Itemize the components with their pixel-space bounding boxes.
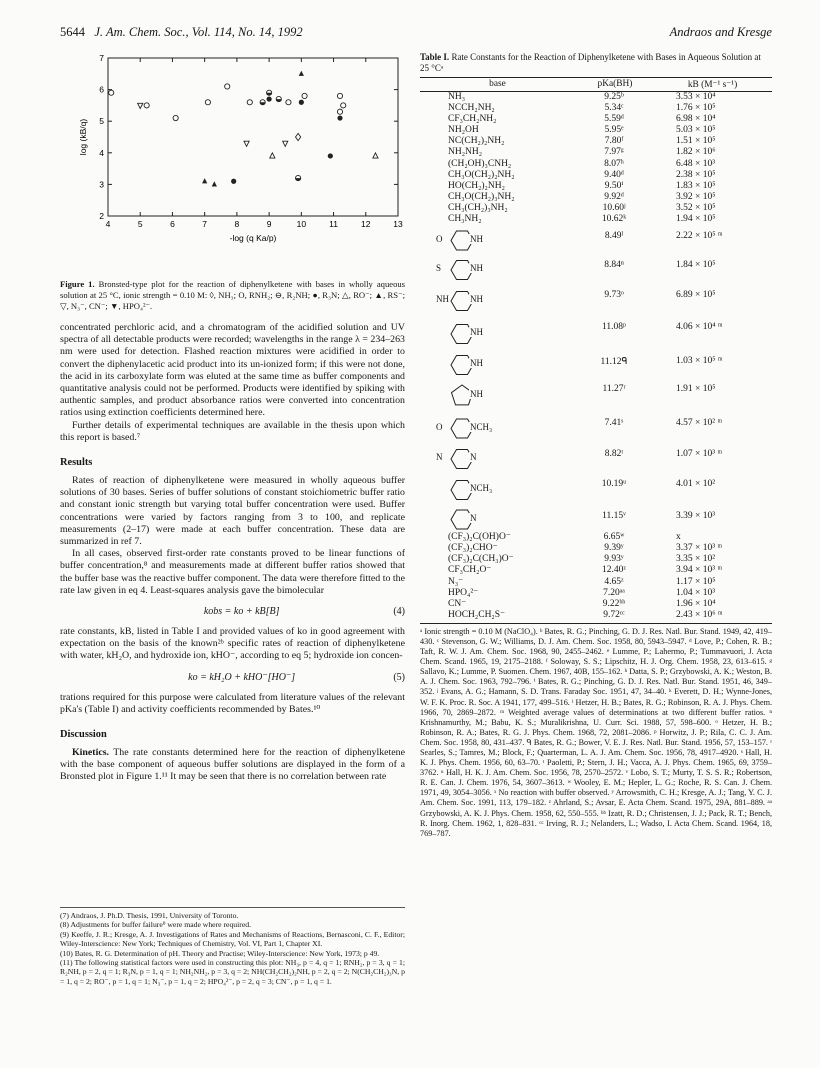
base-name: HOCH₂CH₂S⁻ — [448, 609, 506, 620]
pka-value: 7.41ˢ — [604, 418, 624, 429]
base-name: HO(CH₂)₂NH₂ — [448, 180, 505, 191]
table-header — [420, 77, 772, 92]
table-caption-text: Rate Constants for the Reaction of Diphenylketene with Bases in Aqueous Solution at 25 °Cᵃ — [420, 52, 761, 73]
table-row — [420, 532, 772, 543]
table-row — [420, 443, 772, 473]
kb-value: 2.43 × 10⁶ ᵐ — [676, 609, 723, 620]
pka-value: 9.25ᵇ — [604, 92, 624, 102]
data-point-rnh2 — [337, 109, 342, 114]
column-header-base: base — [489, 79, 506, 89]
ring-atom-left: N — [436, 452, 443, 463]
kb-value: 6.89 × 10⁵ — [676, 290, 716, 301]
base-name: CN⁻ — [448, 598, 467, 609]
base-name: (CF₃)₂C(CH₃)O⁻ — [448, 554, 514, 565]
kb-value: 3.53 × 10⁴ — [676, 92, 716, 102]
ring-atom-right: NH — [470, 233, 483, 244]
kb-value: 6.98 × 10⁴ — [676, 114, 716, 125]
kb-value: 1.96 × 10⁴ — [676, 598, 716, 609]
base-name: NH₂NH₂ — [448, 147, 483, 158]
table-row — [420, 554, 772, 565]
x-tick-label: 8 — [234, 219, 240, 229]
pka-value: 11.08ᵖ — [602, 322, 626, 333]
base-name: CH₃O(CH₂)₂NH₂ — [448, 169, 515, 180]
results-paragraph-3: rate constants, kB, listed in Table I and provided values of ko in good agreement with expectation on the basis of the known²ᵇ specific rates of reaction of diphenylketene with water, kH₂O, and hydroxide ion, kHO⁻, according to eq 5; hydroxide ion concen- — [60, 626, 405, 662]
discussion-text: The rate constants determined here for the reaction of diphenylketene with the base component of aqueous buffer solutions are displayed in the form of a Bronsted plot in Figure 1.¹¹ It may be seen that there is no correlation between rate — [60, 747, 405, 783]
ring-atom-right: N — [470, 452, 477, 463]
data-point-rnh2 — [247, 100, 252, 105]
base-name: CH₃NH₂ — [448, 214, 482, 225]
figure-caption — [60, 279, 405, 312]
pka-value: 8.07ʰ — [604, 158, 624, 169]
base-name: (CF₃)₂CHO⁻ — [448, 543, 498, 554]
pka-value: 11.27ʳ — [602, 384, 626, 395]
table-row — [420, 284, 772, 316]
table-body-anions — [420, 532, 772, 621]
pka-value: 5.59ᵈ — [604, 114, 624, 125]
table-row — [420, 378, 772, 412]
pka-value: 5.95ᵉ — [604, 125, 624, 136]
footnotes — [60, 907, 405, 986]
pka-value: 12.40ᶻ — [602, 565, 626, 576]
ring-structure — [420, 378, 577, 412]
base-name: CH₃(CH₂)₃NH₂ — [448, 202, 508, 213]
kb-value: 3.39 × 10³ — [676, 511, 716, 522]
table-row — [420, 181, 772, 192]
kb-value: 4.01 × 10² — [676, 479, 716, 490]
table-row — [420, 254, 772, 284]
x-tick-label: 7 — [202, 219, 208, 229]
ring-structure — [420, 284, 577, 316]
ring-structure — [420, 443, 577, 473]
kb-value: x — [676, 532, 681, 543]
table-row — [420, 588, 772, 599]
data-point-r3n — [267, 96, 272, 101]
data-point-r3n — [337, 115, 342, 120]
data-point-rnh2 — [205, 100, 210, 105]
footnote-10: (10) Bates, R. G. Determination of pH. Theory and Practise; Wiley-Interscience: New York, 1973; p 49. — [60, 948, 380, 958]
x-tick-label: 4 — [105, 219, 111, 229]
data-point-rnh2 — [302, 93, 307, 98]
base-name: CH₃O(CH₂)₃NH₂ — [448, 191, 515, 202]
ring-atom-right: N — [470, 512, 477, 523]
y-tick-label: 6 — [99, 84, 104, 95]
table-row — [420, 103, 772, 114]
page-header-left — [60, 25, 303, 40]
y-tick-label: 2 — [99, 211, 104, 221]
kb-value: 3.92 × 10⁵ — [676, 191, 716, 202]
pka-value: 7.80ᶠ — [604, 136, 624, 147]
base-name: (CH₂OH)₃CNH₂ — [448, 158, 512, 169]
ring-atom-right: NH — [470, 358, 483, 369]
methods-paragraph: concentrated perchloric acid, and a chromatogram of the acidified solution and UV spectra of all detectable products were recorded; wavelengths in the range λ = 234–263 nm were used for detection. Flashed reaction mixtures were acidified in order to convert the diphenylacetic acid product into its un-ionized form; if this were not done, the acid in its carboxylate form was eluted at the same time as buffer components and quantitative analysis could not be performed. Products were identified by spiking with authentic samples, and product absorbance ratios were converted into concentration ratios using extinction coefficients determined here. — [60, 322, 405, 419]
discussion-paragraph — [60, 747, 405, 784]
results-paragraph-2: In all cases, observed first-order rate constants proved to be linear functions of buffer concentration,⁸ and measurements made at different buffer ratios showed that the buffer base was the reactive buffer component. The data were therefore fitted to the rate law given in eq 4. Least-squares analysis gave the bimolecular — [60, 548, 405, 596]
table-row — [420, 136, 772, 147]
kb-value: 1.04 × 10³ — [676, 587, 716, 598]
x-tick-label: 5 — [137, 219, 143, 229]
data-point-cn — [283, 141, 288, 146]
kb-value: 5.03 × 10⁵ — [676, 125, 716, 136]
data-point-rnh2 — [286, 100, 291, 105]
figure-1 — [60, 52, 405, 277]
footnote-11: (11) The following statistical factors were used in constructing this plot: NH₃, p = 4, q = 1; RNH₂, p = 3, q = 1; R₂NH, p = 2, q = 1; R₃N, p = 1, q = 1; NH₂NH₂, p = 3, q = 2; NH(CH₂CH₂)₂NH, p = 2, q = 2; N(CH₂CH₂)₃N, p = 1, q = 2; RO⁻, p = 1, q = 1; N₃⁻, p = 1, q = 2; HPO₄²⁻, p = 2, q = 3; CN⁻, p = 1, q = 1. — [60, 958, 405, 986]
table-row — [420, 599, 772, 610]
data-point-rnh2 — [225, 84, 230, 89]
pka-value: 10.60ʲ — [602, 202, 626, 213]
equation-4-body: kobs = ko + kB[B] — [203, 606, 280, 618]
kb-value: 1.91 × 10⁵ — [676, 384, 716, 395]
kb-value: 1.76 × 10⁵ — [676, 103, 716, 114]
pka-value: 8.84ⁿ — [604, 260, 624, 271]
y-tick-label: 5 — [99, 116, 104, 127]
page-header — [60, 25, 772, 43]
pka-value: 7.20ᵃᵃ — [603, 587, 625, 598]
data-point-rnh2 — [109, 90, 114, 95]
ring-structure — [420, 254, 577, 284]
ring-atom-left: S — [436, 263, 442, 274]
table-row — [420, 159, 772, 170]
kb-value: 3.94 × 10³ ᵐ — [676, 565, 723, 576]
base-name: NC(CH₂)₂NH₂ — [448, 136, 505, 147]
figure-caption-label: Figure 1. — [60, 279, 95, 289]
pka-value: 6.65ʷ — [603, 532, 625, 543]
x-tick-label: 13 — [393, 219, 403, 229]
data-point-rs — [202, 178, 207, 183]
table-caption — [420, 52, 772, 74]
table-row — [420, 316, 772, 350]
ring-structure — [420, 225, 577, 254]
kb-value: 1.03 × 10⁵ ᵐ — [676, 356, 723, 367]
pka-value: 9.39ʸ — [604, 543, 624, 554]
page-number: 5644 — [60, 25, 85, 39]
pka-value: 9.50ⁱ — [604, 180, 624, 191]
pka-value: 9.40ᵈ — [604, 169, 624, 180]
data-point-nh3 — [296, 133, 301, 140]
ring-atom-right: NCH₃ — [470, 483, 493, 494]
ring-structure — [420, 350, 577, 378]
table-row — [420, 225, 772, 254]
table-row — [420, 203, 772, 214]
pka-value: 8.49ˡ — [604, 231, 624, 242]
ring-atom-right: NH — [470, 389, 483, 400]
kb-value: 1.84 × 10⁵ — [676, 260, 716, 271]
data-point-rnh2 — [337, 93, 342, 98]
table-row — [420, 214, 772, 225]
table-row — [420, 565, 772, 576]
table-row — [420, 147, 772, 158]
kb-value: 1.94 × 10⁵ — [676, 214, 716, 225]
x-tick-label: 9 — [266, 219, 272, 229]
discussion-heading: Discussion — [60, 729, 107, 741]
data-point-ro — [270, 153, 275, 158]
kb-value: 3.52 × 10⁵ — [676, 202, 716, 213]
ring-atom-left: O — [436, 421, 443, 432]
table-row — [420, 125, 772, 136]
results-heading: Results — [60, 457, 93, 469]
kb-value: 6.48 × 10³ — [676, 158, 716, 169]
equation-5-body: ko = kH₂O + kHO⁻[HO⁻] — [188, 671, 296, 683]
kb-value: 1.07 × 10³ ᵐ — [676, 449, 723, 460]
ring-structure — [420, 473, 577, 505]
data-point-rs — [299, 71, 304, 76]
pka-value: 7.97ᵍ — [604, 147, 624, 158]
x-axis-label: -log (q Ka/p) — [229, 233, 277, 243]
data-point-rnh2 — [341, 103, 346, 108]
table-row — [420, 577, 772, 588]
kb-value: 1.82 × 10⁶ — [676, 147, 716, 158]
table-body-cyclic-amines — [420, 225, 772, 532]
data-point-rnh2 — [144, 103, 149, 108]
ring-structure — [420, 316, 577, 350]
data-point-ro — [373, 153, 378, 158]
table-row — [420, 543, 772, 554]
data-point-r3n — [328, 153, 333, 158]
thesis-paragraph: Further details of experimental techniques are available in the thesis upon which this report is based.⁷ — [60, 419, 405, 443]
base-name: (CF₃)₂C(OH)O⁻ — [448, 532, 511, 543]
pka-value: 4.65ᶻ — [604, 576, 624, 587]
table-row — [420, 412, 772, 443]
kb-value: 2.38 × 10⁵ — [676, 169, 716, 180]
data-point-r3n — [299, 100, 304, 105]
base-name: NCCH₂NH₂ — [448, 103, 495, 114]
pka-value: 9.73ᵒ — [604, 290, 624, 301]
figure-caption-text: Bronsted-type plot for the reaction of diphenylketene with bases in wholly aqueous solution at 25 °C, ionic strength = 0.10 M: ◊, NH₃; O, RNH₂; ⊖, R₂NH; ●, R₃N; △, RO⁻; ▲, RS⁻; ▽, N₃⁻, CN⁻; ▼, HPO₄²⁻. — [60, 279, 406, 311]
table-row — [420, 170, 772, 181]
equation-4 — [60, 606, 405, 617]
left-column — [60, 52, 405, 784]
data-point-rnh2 — [173, 115, 178, 120]
table-footnotes: ᵃ Ionic strength = 0.10 M (NaClO₄). ᵇ Bates, R. G.; Pinching, G. D. J. Res. Natl. Bur. Stand. 1949, 42, 419–430. ᶜ Stevenson, G. W.; Williams, D. J. Am. Chem. Soc. 1958, 80, 5943–5947. ᵈ Love, P.; Cohen, R. B.; Taft, R. W. J. Am. Chem. Soc. 1968, 90, 2455–2462. ᵉ Lumme, P.; Lahermo, P.; Tummavuori, J. Acta Chem. Scand. 1965, 19, 2175–2188. ᶠ Soloway, S. S.; Lipschitz, H. J. Org. Chem. 1958, 23, 613–615. ᵍ Sallavo, K.; Lumme, P. Suomen. Chem. 1967, 40B, 155–162. ʰ Datta, S. P.; Grzybowski, A. K.; Weston, B. A. J. Chem. Soc. 1963, 792–796. ⁱ Bates, R. G.; Pinching, G. D. J. Res. Natl. Bur. Stand. 1951, 46, 349–352. ʲ Evans, A. G.; Hamann, S. D. Trans. Faraday Soc. 1951, 47, 34–40. ᵏ Everett, D. H.; Wynne-Jones, W. F. K. Proc. R. Soc. A 1941, 177, 499–516. ˡ Hetzer, H. B.; Bates, R. G.; Robinson, R. A. J. Phys. Chem. 1966, 70, 2869–2872. ᵐ Weighted average values of determinations at two different buffer ratios. ⁿ Krishnamurthy, M.; Babu, K. S.; Muralikrishna, U. Curr. Sci. 1988, 57, 598–600. ᵒ Hetzer, H. B.; Robinson, R. A.; Bates, R. G. J. Phys. Chem. 1968, 72, 2081–2086. ᵖ Horwitz, J. P.; Rila, C. C. J. Am. Chem. Soc. 1958, 80, 431–437. ᑫ Bates, R. G.; Bower, V. E. J. Res. Natl. Bur. Stand. 1956, 57, 153–157. ʳ Searles, S.; Tamres, M.; Block, F.; Quarterman, L. A. J. Am. Chem. Soc. 1956, 78, 4917–4920. ˢ Hall, H. K. J. Phys. Chem. 1956, 60, 63–70. ᵗ Paoletti, P.; Stern, J. H.; Vacca, A. J. Phys. Chem. 1965, 69, 3759–3762. ᵘ Hall, H. K. J. Am. Chem. Soc. 1956, 78, 2570–2572. ᵛ Lobo, S. T.; Murty, T. S. S. R.; Robertson, R. E. Can. J. Chem. 1976, 54, 3607–3613. ʷ Wooley, E. M.; Hepler, L. G.; Roche, R. S. Can. J. Chem. 1971, 49, 3054–3056. ˣ No reaction with buffer observed. ʸ Arrowsmith, C. H.; Kresge, A. J.; Tang, Y. C. J. Am. Chem. Soc. 1991, 113, 179–182. ᶻ Ahrland, S.; Avsar, E. Acta Chem. Scand. 1975, 29A, 881–889. ᵃᵃ Grzybowski, A. K. J. Phys. Chem. 1958, 62, 550–555. ᵇᵇ Izatt, R. D.; Christensen, J. J.; Pack, R. T.; Bench, R. Inorg. Chem. 1962, 1, 828–831. ᶜᶜ Irving, R. J.; Nelanders, L.; Wadso, I. Acta Chem. Scand. 1964, 18, 769–787. — [420, 626, 772, 838]
authors-header: Andraos and Kresge — [669, 25, 772, 39]
kb-value: 3.37 × 10³ ᵐ — [676, 543, 723, 554]
pka-value: 9.22ᵇᵇ — [602, 598, 626, 609]
table-row — [420, 114, 772, 125]
y-axis-label: log (kB/q) — [78, 118, 88, 156]
kb-value: 3.35 × 10² — [676, 554, 716, 565]
kb-value: 4.06 × 10⁴ ᵐ — [676, 322, 723, 333]
equation-5 — [60, 672, 405, 683]
base-name: HPO₄²⁻ — [448, 587, 479, 598]
pka-value: 8.82ᵗ — [604, 449, 624, 460]
right-column — [420, 52, 772, 839]
base-name: CF₃CH₂NH₂ — [448, 114, 497, 125]
pka-value: 9.93ʸ — [604, 554, 624, 565]
data-point-hpo42 — [244, 141, 249, 146]
table-row — [420, 473, 772, 505]
footnote-8: (8) Adjustments for buffer failure⁹ were made where required. — [60, 920, 252, 930]
bronsted-plot — [60, 52, 405, 257]
table-row — [420, 350, 772, 378]
ring-atom-left: NH — [436, 294, 449, 305]
kb-value: 2.22 × 10⁵ ᵐ — [676, 231, 723, 242]
base-name: NH₂OH — [448, 125, 479, 136]
journal-citation: J. Am. Chem. Soc., Vol. 114, No. 14, 1992 — [94, 25, 303, 39]
ring-structure — [420, 505, 577, 532]
pka-value: 9.72ᶜᶜ — [603, 609, 625, 620]
base-name: CF₃CH₂O⁻ — [448, 565, 492, 576]
footnote-7: (7) Andraos, J. Ph.D. Thesis, 1991, University of Toronto. — [60, 911, 239, 920]
footnote-9: (9) Keeffe, J. R.; Kresge, A. J. Investigations of Rates and Mechanisms of Reactions, Bernasconi, C. F., Editor; Wiley-Interscience: New York; Techniques of Chemistry, Vol. VI, Part 1, Chapter XI. — [60, 929, 405, 949]
ring-atom-right: NH — [470, 263, 483, 274]
pka-value: 11.15ᵛ — [602, 511, 626, 522]
table-row — [420, 505, 772, 532]
ring-atom-right: NH — [470, 294, 483, 305]
kb-value: 1.83 × 10⁵ — [676, 180, 716, 191]
pka-value: 10.19ᵘ — [601, 479, 627, 490]
y-tick-label: 3 — [99, 179, 104, 190]
ring-atom-left: O — [436, 233, 443, 244]
table-body-amines — [420, 92, 772, 225]
data-point-rs — [212, 181, 217, 186]
data-point-n3 — [138, 103, 143, 108]
y-tick-label: 4 — [99, 147, 104, 158]
column-header-kb: kB (M⁻¹ s⁻¹) — [687, 80, 738, 90]
pka-value: 10.62ᵏ — [601, 214, 627, 225]
table-row — [420, 92, 772, 103]
pka-value: 9.92ᵈ — [604, 191, 624, 202]
base-name: NH₃ — [448, 92, 466, 102]
table-bottom-rule — [420, 623, 772, 624]
plot-frame — [108, 58, 398, 216]
kinetics-label: Kinetics. — [72, 747, 110, 759]
x-tick-label: 12 — [361, 219, 371, 229]
x-tick-label: 6 — [170, 219, 175, 229]
results-paragraph-4: trations required for this purpose were calculated from literature values of the relevant pKa's (Table I) and activity coefficients recommended by Bates.¹⁰ — [60, 691, 405, 715]
pka-value: 11.12ᑫ — [600, 357, 628, 368]
y-tick-label: 7 — [99, 53, 104, 63]
equation-4-number: (4) — [393, 606, 405, 618]
base-name: N₃⁻ — [448, 576, 464, 587]
table-row — [420, 610, 772, 621]
results-paragraph-1: Rates of reaction of diphenylketene were measured in wholly aqueous buffer solutions of 30 bases. Series of buffer solutions of constant stoichiometric buffer ratio and constant ionic strength but varying total buffer concentration were used. Buffer concentrations were varied by factors ranging from 3 to 100, and replicate measurements (2–17) were made at each buffer concentration. These data are summarized in ref 7. — [60, 475, 405, 548]
x-tick-label: 10 — [296, 219, 307, 229]
kb-value: 4.57 × 10² ᵐ — [676, 418, 723, 429]
x-tick-label: 11 — [329, 219, 338, 229]
kb-value: 1.17 × 10⁵ — [676, 576, 716, 587]
ring-atom-right: NH — [470, 327, 483, 338]
ring-atom-right: NCH₃ — [470, 421, 493, 432]
equation-5-number: (5) — [393, 671, 405, 683]
data-point-r3n — [231, 179, 236, 184]
table-row — [420, 192, 772, 203]
table-caption-label: Table I. — [420, 52, 450, 62]
kb-value: 1.51 × 10⁵ — [676, 136, 716, 147]
column-header-pka: pKa(BH) — [597, 79, 633, 89]
ring-structure — [420, 412, 577, 443]
pka-value: 5.34ᶜ — [604, 103, 624, 114]
